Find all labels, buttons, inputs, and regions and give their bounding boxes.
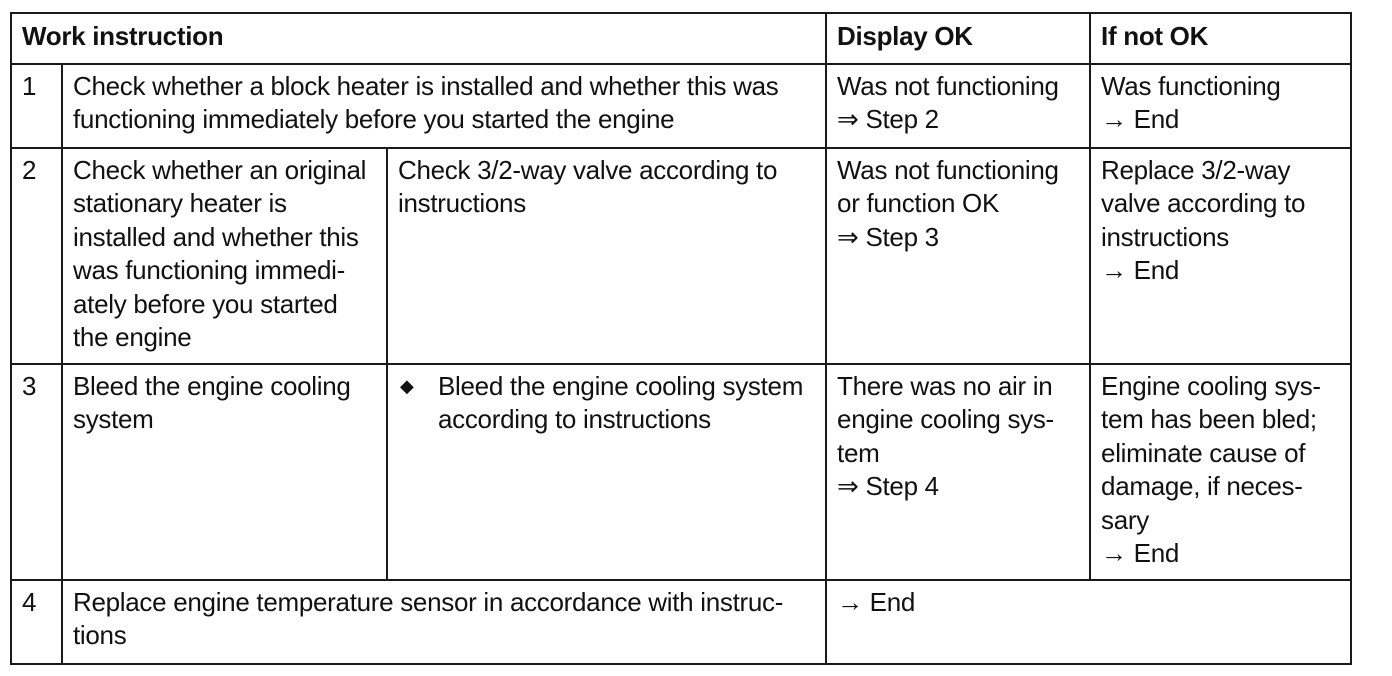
instruction-cell [62,580,826,664]
display-ok-text: There was no air in [837,371,1053,401]
instruction-text: Check whether an original [73,155,367,185]
display-ok-text: Was not functioning [837,155,1059,185]
sub-instruction-cell [387,364,826,580]
instruction-text: ately before you started [73,288,338,319]
display-ok-text: or function OK [837,188,1000,219]
display-ok-cell [826,364,1090,580]
if-not-ok-text: Engine cooling sys- [1101,371,1321,401]
sub-instruction-text: Bleed the engine cooling system [438,371,804,401]
sub-instruction-text: according to instructions [438,404,711,435]
display-ok-text: ⇒ Step 2 [837,104,939,135]
instruction-text: was functioning immedi- [73,255,345,286]
header-work-instruction: Work instruction [11,13,826,64]
instruction-cell [62,64,826,148]
if-not-ok-text: → End [1101,538,1180,569]
instruction-cell [62,364,387,580]
instruction-text: system [73,404,154,435]
display-ok-text: engine cooling sys- [837,404,1054,435]
instruction-text: stationary heater is [73,188,287,219]
table-row-step-3 [11,364,1351,580]
step-number: 1 [11,64,62,148]
diamond-bullet-icon: ◆ [400,376,414,396]
if-not-ok-text: tem has been bled; [1101,404,1317,435]
if-not-ok-text: Was functioning [1101,71,1281,101]
if-not-ok-text: → End [1101,255,1180,286]
instruction-text: Check whether a block heater is installed and whether this was [73,71,779,101]
bullet-item [398,370,815,437]
if-not-ok-text: → End [1101,104,1180,135]
if-not-ok-text: eliminate cause of [1101,437,1306,468]
table-row-step-2 [11,148,1351,364]
instruction-text: the engine [73,322,192,353]
bullet-text [438,370,803,437]
if-not-ok-text: Replace 3/2-way [1101,155,1291,185]
instruction-text: Replace engine temperature sensor in accordance with instruc- [73,587,784,617]
sub-instruction-text: Check 3/2-way valve according to [398,155,778,185]
header-display-ok: Display OK [826,13,1090,64]
header-if-not-ok: If not OK [1090,13,1351,64]
display-ok-text: ⇒ Step 4 [837,471,939,502]
if-not-ok-cell [1090,148,1351,364]
if-not-ok-text: sary [1101,504,1149,535]
if-not-ok-text: valve according to [1101,188,1306,219]
display-ok-cell [826,148,1090,364]
if-not-ok-cell [1090,364,1351,580]
sub-instruction-text: instructions [398,188,526,219]
display-ok-cell [826,580,1351,664]
instruction-text: installed and whether this [73,221,359,252]
step-number: 3 [11,364,62,580]
table-row-step-1 [11,64,1351,148]
work-instruction-table [10,12,1352,665]
if-not-ok-text: damage, if neces- [1101,471,1303,502]
instruction-text: tions [73,620,127,651]
display-ok-cell [826,64,1090,148]
if-not-ok-text: instructions [1101,221,1229,252]
display-ok-text: → End [837,587,916,617]
display-ok-text: ⇒ Step 3 [837,221,939,252]
display-ok-text: tem [837,437,880,468]
step-number: 4 [11,580,62,664]
if-not-ok-cell [1090,64,1351,148]
step-number: 2 [11,148,62,364]
instruction-text: functioning immediately before you started the engine [73,104,675,135]
table-row-step-4 [11,580,1351,664]
display-ok-text: Was not functioning [837,71,1059,101]
instruction-text: Bleed the engine cooling [73,371,351,401]
header-row [11,13,1351,64]
instruction-cell [62,148,387,364]
sub-instruction-cell [387,148,826,364]
